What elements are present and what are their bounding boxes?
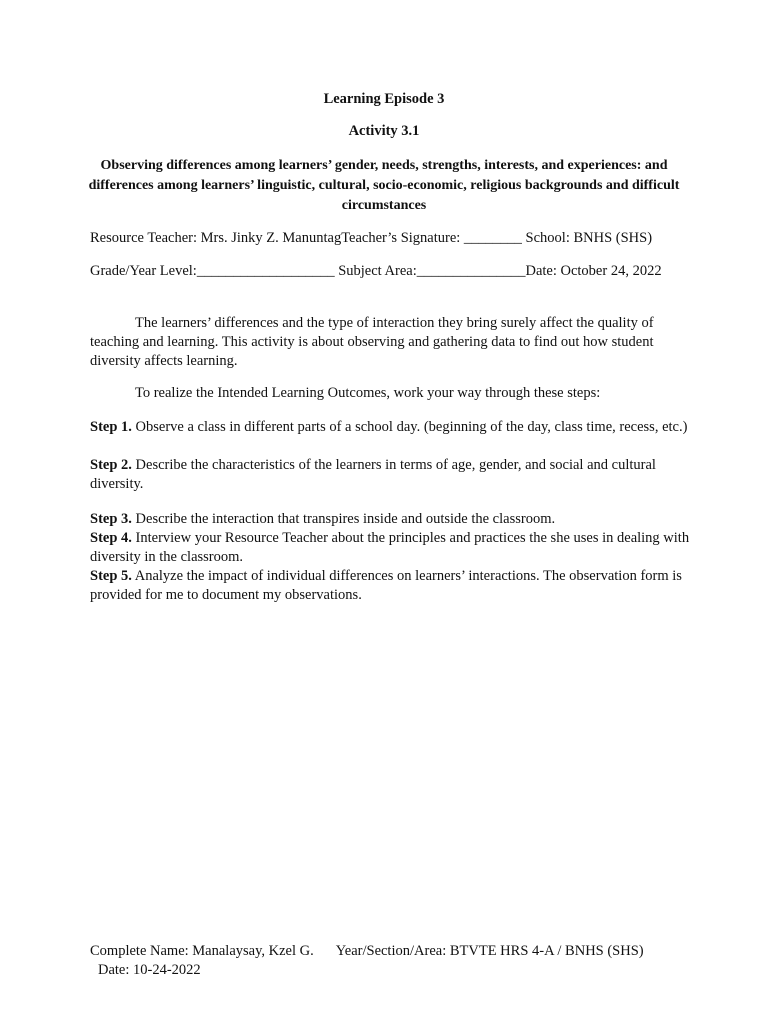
step-text: Interview your Resource Teacher about the principles and practices the she uses in dealing with diversity in the classroom. xyxy=(90,530,690,565)
footer-name: Complete Name: Manalaysay, Kzel G. xyxy=(90,943,314,959)
step-label: Step 1. xyxy=(90,419,132,435)
step-item xyxy=(90,510,690,529)
document-title: Learning Episode 3 xyxy=(323,91,445,107)
step-item xyxy=(90,456,690,494)
footer-date: Date: 10-24-2022 xyxy=(98,962,201,978)
step-text: Analyze the impact of individual differences on learners’ interactions. The observation form is provided for me to document my observations. xyxy=(90,568,682,603)
step-label: Step 4. xyxy=(90,530,132,546)
step-label: Step 3. xyxy=(90,511,132,527)
resource-teacher-line: Resource Teacher: Mrs. Jinky Z. ManuntagTeacher’s Signature: ________ School: BNHS (SHS) xyxy=(90,230,653,246)
step-label: Step 2. xyxy=(90,457,132,473)
step-text: Describe the characteristics of the learners in terms of age, gender, and social and cultural diversity. xyxy=(90,457,656,492)
step-text: Observe a class in different parts of a school day. (beginning of the day, class time, recess, etc.) xyxy=(135,419,688,435)
step-item xyxy=(90,418,690,437)
outcomes-paragraph: To realize the Intended Learning Outcomes, work your way through these steps: xyxy=(135,385,601,401)
grade-level-line: Grade/Year Level:___________________ Subject Area:_______________Date: October 24, 2022 xyxy=(90,263,662,279)
activity-subtitle: Observing differences among learners’ gender, needs, strengths, interests, and experiences: and differences among learners’ linguistic, cultural, socio-economic, religious backgrounds and difficult circumstances xyxy=(88,158,680,213)
activity-heading: Activity 3.1 xyxy=(348,123,420,139)
step-item xyxy=(90,529,690,567)
step-label: Step 5. xyxy=(90,568,132,584)
footer-line xyxy=(90,942,710,961)
footer-section: Year/Section/Area: BTVTE HRS 4-A / BNHS (SHS) xyxy=(335,943,644,959)
intro-paragraph: The learners’ differences and the type of interaction they bring surely affect the quality of teaching and learning. This activity is about observing and gathering data to find out how student diversity affects learning. xyxy=(90,315,654,369)
step-item xyxy=(90,567,690,605)
step-text: Describe the interaction that transpires inside and outside the classroom. xyxy=(135,511,556,527)
